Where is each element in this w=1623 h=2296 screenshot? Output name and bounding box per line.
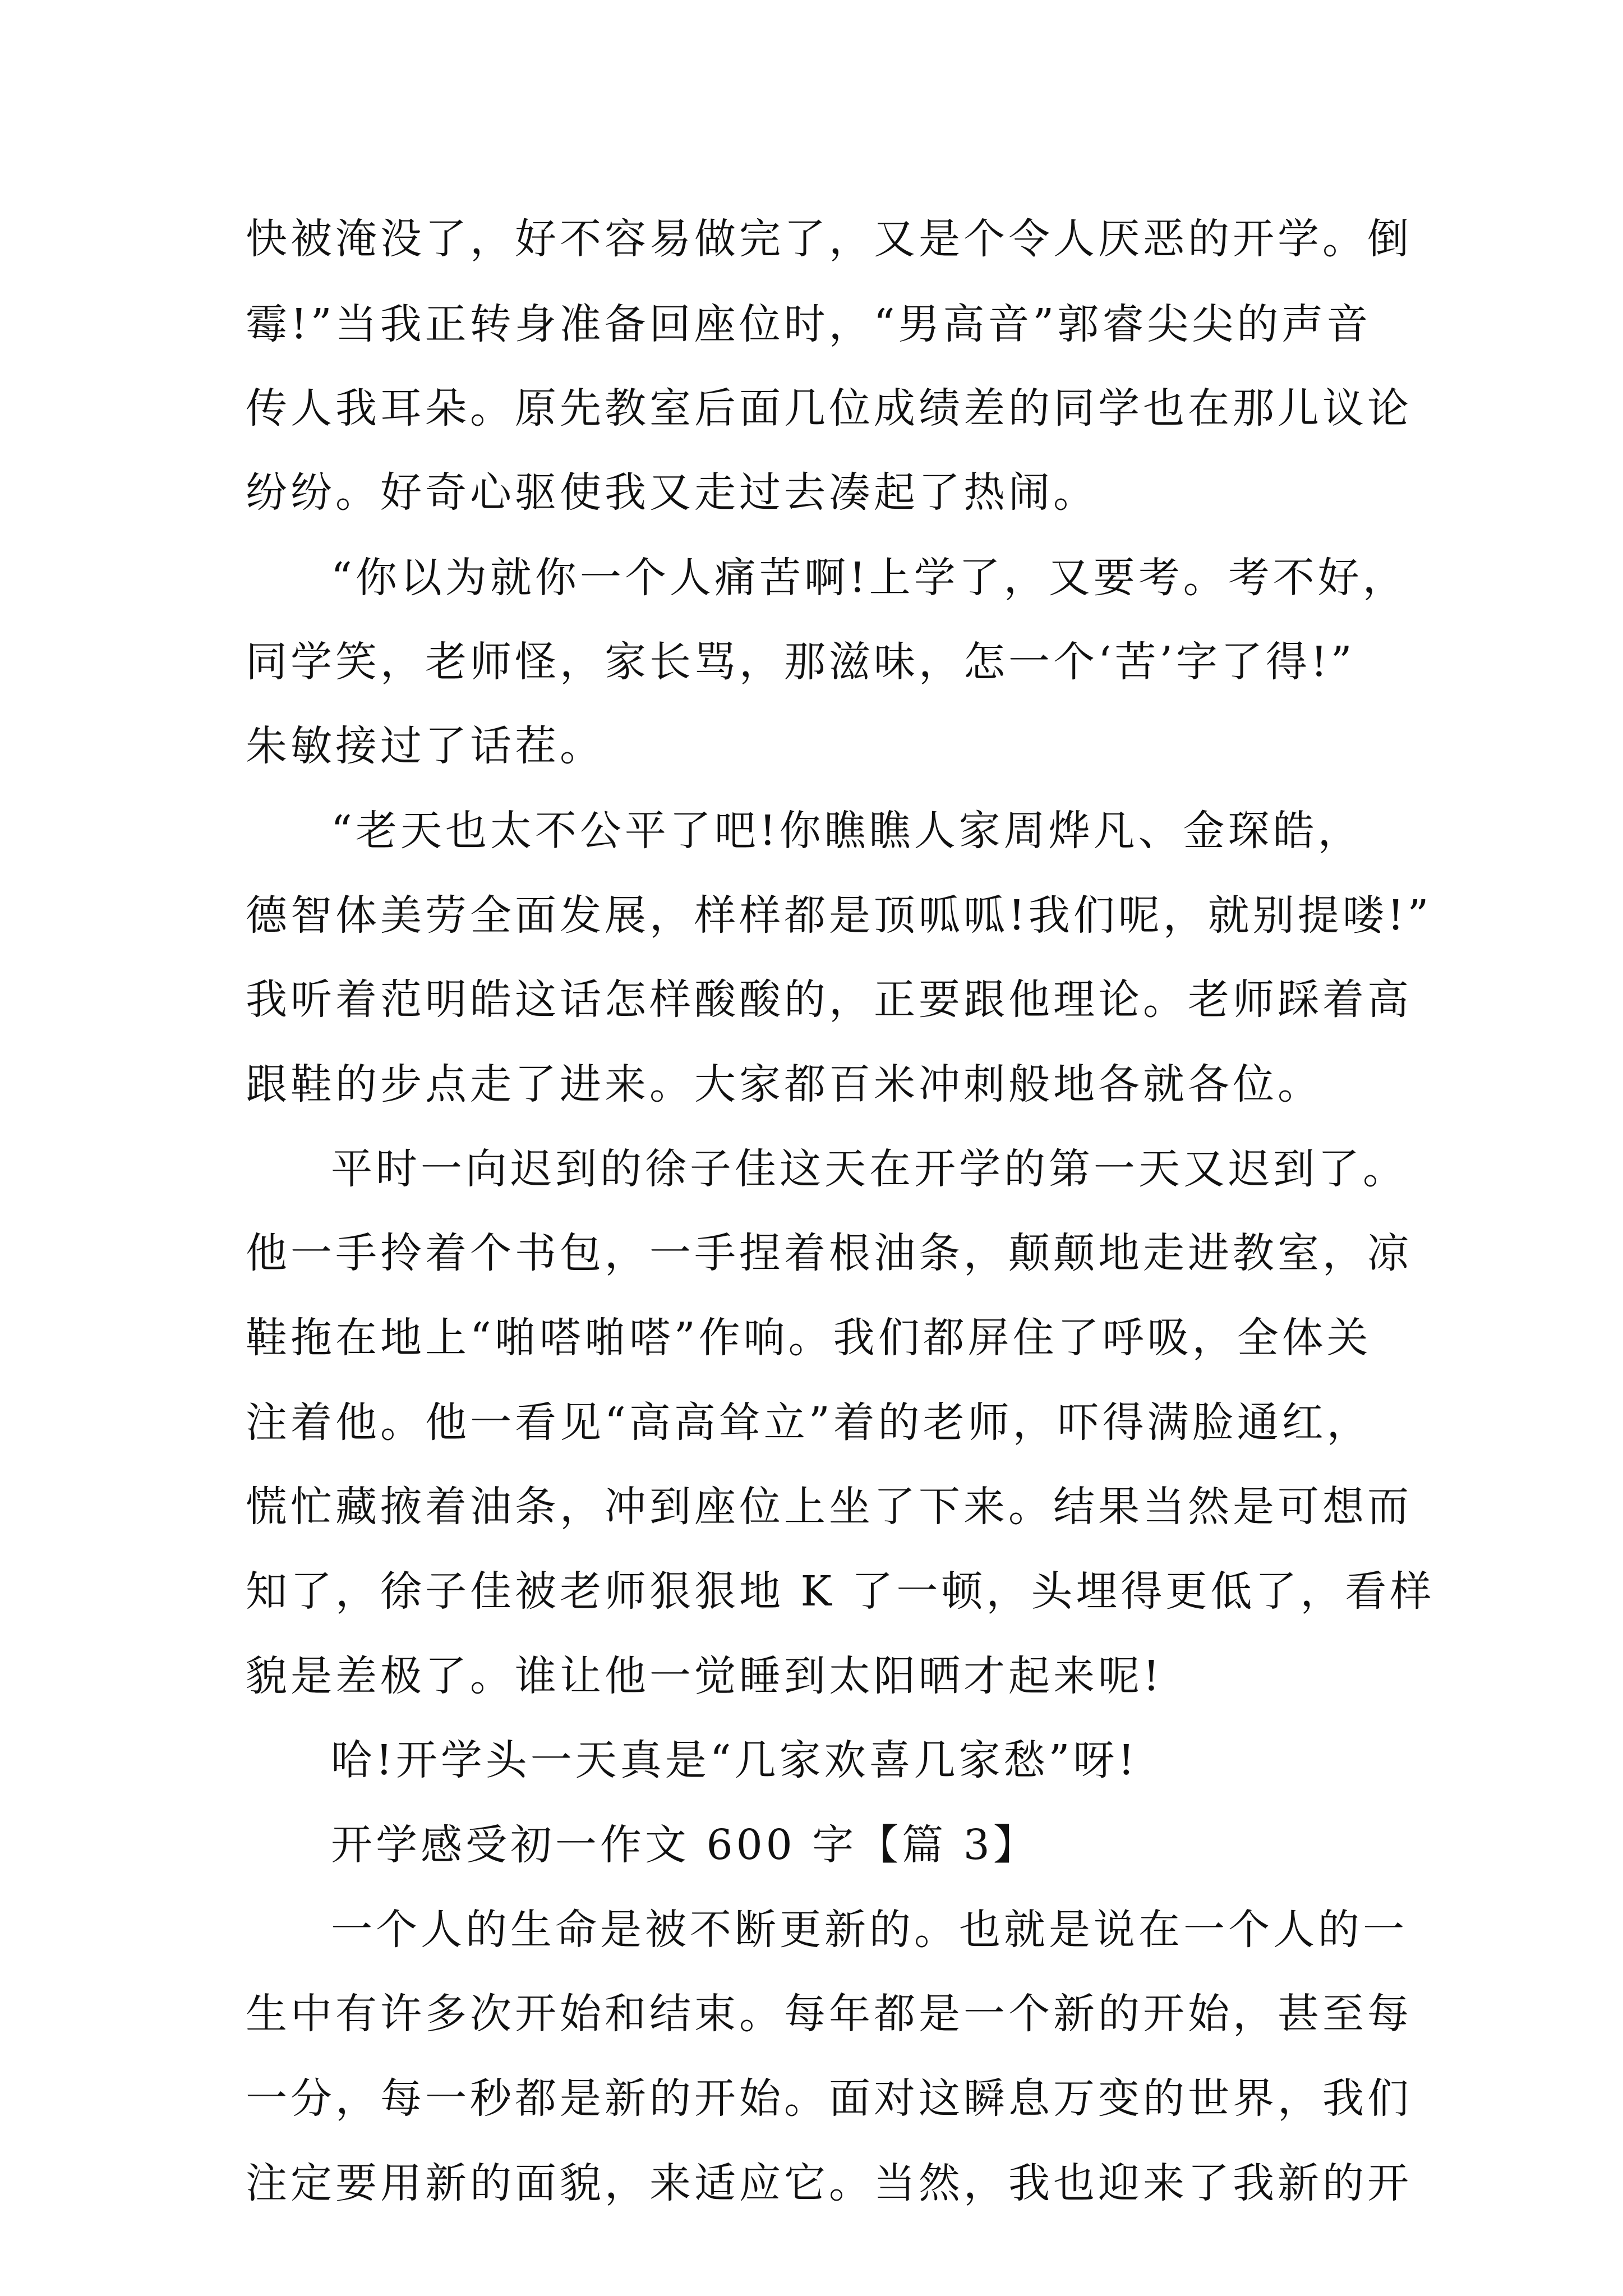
text-line: 跟鞋的步点走了进来。大家都百米冲刺般地各就各位。 bbox=[246, 1060, 1322, 1108]
text-line: 快被淹没了，好不容易做完了，又是个令人厌恶的开学。倒 bbox=[246, 215, 1412, 263]
text-line: 德智体美劳全面发展，样样都是顶呱呱!我们呢，就别提喽!” bbox=[246, 891, 1432, 940]
text-line: 一分，每一秒都是新的开始。面对这瞬息万变的世界，我们 bbox=[246, 2074, 1412, 2123]
text-line: 生中有许多次开始和结束。每年都是一个新的开始，甚至每 bbox=[246, 1990, 1412, 2038]
text-line: 他一手拎着个书包，一手捏着根油条，颠颠地走进教室，凉 bbox=[246, 1229, 1412, 1277]
text-line: 纷纷。好奇心驱使我又走过去凑起了热闹。 bbox=[246, 468, 1098, 517]
text-line: “老天也太不公平了吧!你瞧瞧人家周烨凡、金琛皓， bbox=[331, 807, 1363, 855]
section-heading: 开学感受初一作文 600 字【篇 3】 bbox=[331, 1821, 1038, 1869]
text-line: 知了，徐子佳被老师狠狠地 K 了一顿，头埋得更低了，看样 bbox=[246, 1567, 1435, 1616]
text-line: 一个人的生命是被不断更新的。也就是说在一个人的一 bbox=[331, 1906, 1408, 1954]
text-line: 鞋拖在地上“啪嗒啪嗒”作响。我们都屏住了呼吸，全体关 bbox=[246, 1314, 1372, 1362]
text-line: “你以为就你一个人痛苦啊!上学了，又要考。考不好， bbox=[331, 554, 1408, 602]
text-line: 貌是差极了。谁让他一觉睡到太阳晒才起来呢! bbox=[246, 1652, 1163, 1700]
text-line: 注着他。他一看见“高高耸立”着的老师，吓得满脸通红， bbox=[246, 1398, 1372, 1447]
text-line: 注定要用新的面貌，来适应它。当然，我也迎来了我新的开 bbox=[246, 2159, 1412, 2207]
text-line: 我听着范明皓这话怎样酸酸的，正要跟他理论。老师踩着高 bbox=[246, 976, 1412, 1024]
text-line: 朱敏接过了话茬。 bbox=[246, 722, 605, 770]
text-line: 平时一向迟到的徐子佳这天在开学的第一天又迟到了。 bbox=[331, 1145, 1408, 1193]
text-line: 同学笑，老师怪，家长骂，那滋味，怎一个‘苦’字了得!” bbox=[246, 638, 1355, 686]
text-line: 哈!开学头一天真是“几家欢喜几家愁”呀! bbox=[331, 1736, 1138, 1784]
text-line: 传人我耳朵。原先教室后面几位成绩差的同学也在那儿议论 bbox=[246, 384, 1412, 432]
text-line: 慌忙藏掖着油条，冲到座位上坐了下来。结果当然是可想而 bbox=[246, 1483, 1412, 1531]
text-line: 霉!”当我正转身准备回座位时，“男高音”郭睿尖尖的声音 bbox=[246, 300, 1372, 348]
